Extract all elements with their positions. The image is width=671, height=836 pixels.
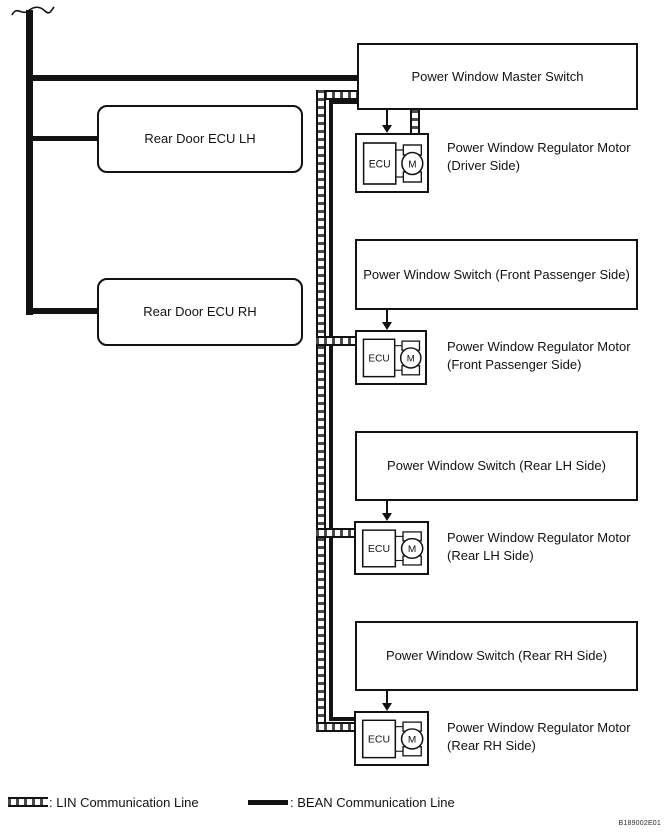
ecu-motor-unit-driver	[355, 133, 429, 193]
arrow-rear-rh	[382, 691, 392, 711]
motor-m-label: M	[407, 544, 417, 555]
legend-bean-label: : BEAN Communication Line	[290, 795, 455, 810]
bean-branch-vertical	[329, 100, 333, 721]
switch-label: Power Window Switch (Rear LH Side)	[387, 458, 606, 473]
motor-label-rear-lh	[447, 529, 631, 565]
switch-label: Power Window Switch (Front Passenger Side)	[363, 266, 630, 282]
ecu-motor-icon	[357, 332, 425, 383]
rear-door-ecu-lh-label: Rear Door ECU LH	[144, 131, 256, 146]
arrow-head-icon	[382, 513, 392, 521]
switch-box-rear-lh	[355, 431, 638, 501]
lin-stub-front-passenger	[316, 336, 355, 346]
switch-box-front-passenger	[355, 239, 638, 310]
arrow-head-icon	[382, 322, 392, 330]
lin-bus-vertical	[316, 90, 326, 732]
switch-box-rear-rh	[355, 621, 638, 691]
motor-label-line1: Power Window Regulator Motor	[447, 720, 631, 735]
rear-door-ecu-rh-box	[97, 278, 303, 346]
bean-bus-left	[26, 10, 33, 315]
arrow-driver	[382, 110, 392, 133]
motor-label-line1: Power Window Regulator Motor	[447, 530, 631, 545]
motor-label-line2: (Rear LH Side)	[447, 548, 534, 563]
motor-label-driver	[447, 139, 631, 175]
motor-label-rear-rh	[447, 719, 631, 755]
ecu-motor-icon	[356, 713, 427, 764]
motor-m-label: M	[408, 159, 417, 171]
lin-bus-bottom-segment	[316, 722, 355, 732]
figure-code: B189002E01	[618, 820, 661, 827]
rear-door-ecu-lh-box	[97, 105, 303, 173]
ecu-motor-icon	[356, 523, 427, 573]
lin-stub-rear-lh	[316, 528, 355, 538]
ecu-motor-unit-rear-lh	[354, 521, 429, 575]
ecu-label: ECU	[367, 544, 391, 555]
motor-label-line2: (Rear RH Side)	[447, 738, 536, 753]
arrow-front-passenger	[382, 310, 392, 330]
legend-lin-label: : LIN Communication Line	[49, 795, 199, 810]
ecu-motor-unit-front-passenger	[355, 330, 427, 385]
bean-branch-top-segment	[329, 100, 357, 104]
bean-line-to-rear-door-ecu-rh	[26, 308, 97, 314]
rear-door-ecu-rh-label: Rear Door ECU RH	[143, 304, 257, 319]
ecu-motor-unit-rear-rh	[354, 711, 429, 766]
motor-label-line2: (Driver Side)	[447, 158, 520, 173]
bean-branch-bottom-segment	[329, 717, 355, 721]
bean-line-to-rear-door-ecu-lh	[26, 136, 97, 141]
arrow-rear-lh	[382, 501, 392, 521]
arrow-head-icon	[382, 703, 392, 711]
ecu-label: ECU	[368, 158, 391, 171]
legend-bean-symbol	[248, 800, 288, 805]
motor-label-front-passenger	[447, 338, 631, 374]
arrow-head-icon	[382, 125, 392, 133]
motor-label-line2: (Front Passenger Side)	[447, 357, 582, 372]
motor-label-line1: Power Window Regulator Motor	[447, 339, 631, 354]
ecu-motor-icon	[357, 135, 427, 191]
switch-label: Power Window Switch (Rear RH Side)	[385, 648, 608, 663]
motor-m-label: M	[407, 734, 417, 746]
master-switch-box	[357, 43, 638, 110]
master-switch-label: Power Window Master Switch	[411, 68, 584, 84]
legend-lin-symbol	[8, 797, 48, 807]
ecu-label: ECU	[368, 353, 390, 365]
bean-line-to-master-switch	[26, 75, 357, 81]
lin-link-driver	[410, 110, 420, 133]
ecu-label: ECU	[367, 734, 391, 746]
motor-label-line1: Power Window Regulator Motor	[447, 140, 631, 155]
motor-m-label: M	[406, 353, 415, 365]
